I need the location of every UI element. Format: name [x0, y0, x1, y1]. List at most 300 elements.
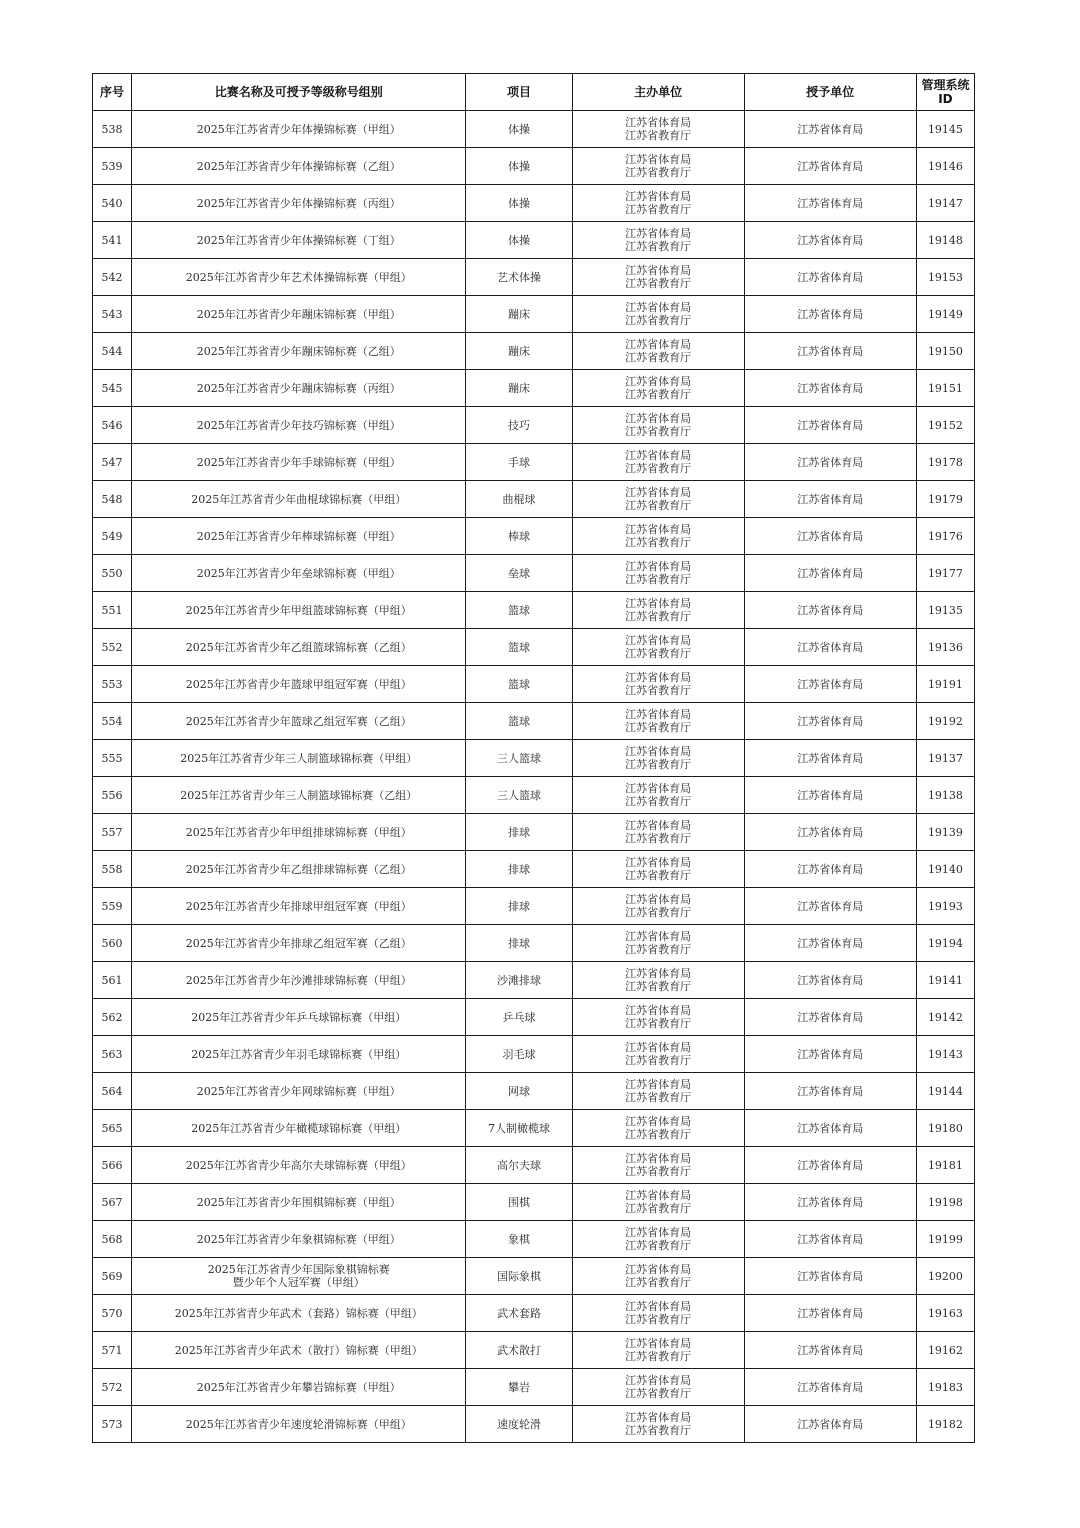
host-line: 江苏省体育局 — [625, 1411, 692, 1424]
cell-competition-name — [132, 740, 466, 777]
table-row — [93, 1184, 975, 1221]
cell-host — [572, 592, 744, 629]
table-row — [93, 888, 975, 925]
competition-name-line: 2025年江苏省青少年橄榄球锦标赛（甲组） — [191, 1121, 407, 1135]
header-id-line1: 管理系统 — [921, 78, 970, 92]
host-line: 江苏省教育厅 — [625, 277, 692, 290]
table-row — [93, 777, 975, 814]
cell-host — [572, 999, 744, 1036]
cell-no: 552 — [93, 629, 132, 666]
cell-no: 573 — [93, 1406, 132, 1443]
cell-item: 国际象棋 — [466, 1258, 572, 1295]
cell-grant: 江苏省体育局 — [744, 1332, 916, 1369]
cell-competition-name — [132, 555, 466, 592]
cell-system-id: 19137 — [916, 740, 974, 777]
host-line: 江苏省教育厅 — [625, 906, 692, 919]
cell-grant: 江苏省体育局 — [744, 185, 916, 222]
competition-name-line: 2025年江苏省青少年甲组篮球锦标赛（甲组） — [185, 603, 412, 617]
cell-no: 543 — [93, 296, 132, 333]
competition-table — [92, 73, 975, 1443]
cell-competition-name — [132, 1406, 466, 1443]
table-row — [93, 999, 975, 1036]
cell-item: 武术散打 — [466, 1332, 572, 1369]
cell-competition-name — [132, 111, 466, 148]
host-line: 江苏省体育局 — [625, 671, 692, 684]
cell-competition-name — [132, 481, 466, 518]
cell-system-id: 19177 — [916, 555, 974, 592]
host-line: 江苏省体育局 — [625, 1041, 692, 1054]
cell-system-id: 19145 — [916, 111, 974, 148]
cell-grant: 江苏省体育局 — [744, 370, 916, 407]
host-line: 江苏省体育局 — [625, 782, 692, 795]
cell-item: 沙滩排球 — [466, 962, 572, 999]
cell-system-id: 19135 — [916, 592, 974, 629]
host-line: 江苏省体育局 — [625, 264, 692, 277]
table-row — [93, 1036, 975, 1073]
cell-no: 540 — [93, 185, 132, 222]
cell-competition-name — [132, 666, 466, 703]
table-row — [93, 1147, 975, 1184]
host-line: 江苏省体育局 — [625, 153, 692, 166]
cell-grant: 江苏省体育局 — [744, 555, 916, 592]
competition-name-line: 2025年江苏省青少年网球锦标赛（甲组） — [196, 1084, 401, 1098]
header-grant: 授予单位 — [744, 74, 916, 111]
cell-no: 570 — [93, 1295, 132, 1332]
cell-grant: 江苏省体育局 — [744, 888, 916, 925]
cell-system-id: 19183 — [916, 1369, 974, 1406]
cell-competition-name — [132, 222, 466, 259]
cell-system-id: 19146 — [916, 148, 974, 185]
host-line: 江苏省体育局 — [625, 375, 692, 388]
cell-item: 篮球 — [466, 703, 572, 740]
competition-name-line: 2025年江苏省青少年体操锦标赛（乙组） — [196, 159, 401, 173]
cell-host — [572, 481, 744, 518]
cell-no: 549 — [93, 518, 132, 555]
table-row — [93, 370, 975, 407]
cell-item: 技巧 — [466, 407, 572, 444]
cell-system-id: 19140 — [916, 851, 974, 888]
cell-system-id: 19138 — [916, 777, 974, 814]
cell-system-id: 19191 — [916, 666, 974, 703]
cell-item: 羽毛球 — [466, 1036, 572, 1073]
cell-no: 567 — [93, 1184, 132, 1221]
competition-name-line: 2025年江苏省青少年曲棍球锦标赛（甲组） — [191, 492, 407, 506]
host-line: 江苏省教育厅 — [625, 499, 692, 512]
cell-competition-name — [132, 777, 466, 814]
competition-name-line: 2025年江苏省青少年三人制篮球锦标赛（甲组） — [180, 751, 418, 765]
host-line: 江苏省体育局 — [625, 190, 692, 203]
header-item: 项目 — [466, 74, 572, 111]
cell-competition-name — [132, 518, 466, 555]
cell-host — [572, 1110, 744, 1147]
host-line: 江苏省体育局 — [625, 634, 692, 647]
cell-grant: 江苏省体育局 — [744, 925, 916, 962]
cell-competition-name — [132, 333, 466, 370]
cell-no: 553 — [93, 666, 132, 703]
table-row — [93, 1369, 975, 1406]
header-name: 比赛名称及可授予等级称号组别 — [132, 74, 466, 111]
cell-grant: 江苏省体育局 — [744, 407, 916, 444]
cell-item: 围棋 — [466, 1184, 572, 1221]
cell-system-id: 19200 — [916, 1258, 974, 1295]
competition-name-line: 暨少年个人冠军赛（甲组） — [232, 1276, 365, 1289]
cell-competition-name — [132, 962, 466, 999]
cell-host — [572, 185, 744, 222]
host-line: 江苏省体育局 — [625, 1226, 692, 1239]
cell-no: 539 — [93, 148, 132, 185]
cell-host — [572, 1221, 744, 1258]
cell-item: 体操 — [466, 111, 572, 148]
competition-name-line: 2025年江苏省青少年体操锦标赛（丁组） — [196, 233, 401, 247]
table-row — [93, 962, 975, 999]
cell-grant: 江苏省体育局 — [744, 296, 916, 333]
cell-no: 566 — [93, 1147, 132, 1184]
cell-system-id: 19152 — [916, 407, 974, 444]
host-line: 江苏省体育局 — [625, 1115, 692, 1128]
host-line: 江苏省体育局 — [625, 227, 692, 240]
host-line: 江苏省体育局 — [625, 708, 692, 721]
cell-no: 559 — [93, 888, 132, 925]
cell-item: 蹦床 — [466, 296, 572, 333]
cell-item: 速度轮滑 — [466, 1406, 572, 1443]
header-host: 主办单位 — [572, 74, 744, 111]
competition-name-line: 2025年江苏省青少年排球甲组冠军赛（甲组） — [185, 899, 412, 913]
table-row — [93, 296, 975, 333]
cell-competition-name — [132, 185, 466, 222]
host-line: 江苏省教育厅 — [625, 388, 692, 401]
host-line: 江苏省体育局 — [625, 1263, 692, 1276]
cell-no: 571 — [93, 1332, 132, 1369]
cell-competition-name — [132, 629, 466, 666]
competition-name-line: 2025年江苏省青少年三人制篮球锦标赛（乙组） — [180, 788, 418, 802]
table-row — [93, 555, 975, 592]
cell-system-id: 19143 — [916, 1036, 974, 1073]
host-line: 江苏省教育厅 — [625, 684, 692, 697]
host-line: 江苏省教育厅 — [625, 832, 692, 845]
competition-name-line: 2025年江苏省青少年国际象棋锦标赛 — [207, 1263, 390, 1276]
cell-item: 篮球 — [466, 629, 572, 666]
cell-host — [572, 740, 744, 777]
cell-no: 558 — [93, 851, 132, 888]
cell-grant: 江苏省体育局 — [744, 592, 916, 629]
cell-system-id: 19162 — [916, 1332, 974, 1369]
cell-item: 三人篮球 — [466, 777, 572, 814]
cell-host — [572, 1073, 744, 1110]
host-line: 江苏省教育厅 — [625, 1017, 692, 1030]
cell-competition-name — [132, 703, 466, 740]
competition-name-line: 2025年江苏省青少年艺术体操锦标赛（甲组） — [185, 270, 412, 284]
cell-system-id: 19182 — [916, 1406, 974, 1443]
table-row — [93, 814, 975, 851]
cell-competition-name — [132, 1147, 466, 1184]
cell-host — [572, 962, 744, 999]
cell-competition-name — [132, 851, 466, 888]
cell-competition-name — [132, 444, 466, 481]
cell-no: 562 — [93, 999, 132, 1036]
host-line: 江苏省体育局 — [625, 745, 692, 758]
cell-grant: 江苏省体育局 — [744, 629, 916, 666]
table-row — [93, 1258, 975, 1295]
table-body — [93, 111, 975, 1443]
host-line: 江苏省体育局 — [625, 116, 692, 129]
table-row — [93, 1073, 975, 1110]
table-row — [93, 1406, 975, 1443]
cell-grant: 江苏省体育局 — [744, 1406, 916, 1443]
cell-host — [572, 333, 744, 370]
cell-grant: 江苏省体育局 — [744, 333, 916, 370]
cell-item: 网球 — [466, 1073, 572, 1110]
cell-grant: 江苏省体育局 — [744, 259, 916, 296]
competition-name-line: 2025年江苏省青少年技巧锦标赛（甲组） — [196, 418, 401, 432]
cell-no: 545 — [93, 370, 132, 407]
cell-host — [572, 111, 744, 148]
cell-competition-name — [132, 148, 466, 185]
table-row — [93, 592, 975, 629]
cell-system-id: 19141 — [916, 962, 974, 999]
cell-competition-name — [132, 1073, 466, 1110]
host-line: 江苏省教育厅 — [625, 795, 692, 808]
cell-competition-name — [132, 1221, 466, 1258]
cell-host — [572, 703, 744, 740]
cell-host — [572, 555, 744, 592]
cell-grant: 江苏省体育局 — [744, 814, 916, 851]
cell-grant: 江苏省体育局 — [744, 1184, 916, 1221]
host-line: 江苏省教育厅 — [625, 610, 692, 623]
host-line: 江苏省体育局 — [625, 338, 692, 351]
table-row — [93, 1295, 975, 1332]
host-line: 江苏省体育局 — [625, 523, 692, 536]
host-line: 江苏省体育局 — [625, 819, 692, 832]
cell-host — [572, 518, 744, 555]
cell-item: 棒球 — [466, 518, 572, 555]
host-line: 江苏省教育厅 — [625, 869, 692, 882]
cell-grant: 江苏省体育局 — [744, 1036, 916, 1073]
cell-competition-name — [132, 1258, 466, 1295]
cell-host — [572, 148, 744, 185]
host-line: 江苏省体育局 — [625, 967, 692, 980]
host-line: 江苏省体育局 — [625, 1189, 692, 1202]
table-row — [93, 518, 975, 555]
table-row — [93, 925, 975, 962]
cell-competition-name — [132, 888, 466, 925]
competition-name-line: 2025年江苏省青少年蹦床锦标赛（甲组） — [196, 307, 401, 321]
competition-name-line: 2025年江苏省青少年象棋锦标赛（甲组） — [196, 1232, 401, 1246]
cell-item: 武术套路 — [466, 1295, 572, 1332]
table-row — [93, 481, 975, 518]
cell-item: 7人制橄榄球 — [466, 1110, 572, 1147]
cell-system-id: 19139 — [916, 814, 974, 851]
cell-item: 体操 — [466, 185, 572, 222]
host-line: 江苏省教育厅 — [625, 425, 692, 438]
cell-item: 象棋 — [466, 1221, 572, 1258]
cell-host — [572, 666, 744, 703]
cell-host — [572, 851, 744, 888]
host-line: 江苏省教育厅 — [625, 1165, 692, 1178]
cell-grant: 江苏省体育局 — [744, 703, 916, 740]
host-line: 江苏省体育局 — [625, 449, 692, 462]
cell-system-id: 19163 — [916, 1295, 974, 1332]
cell-grant: 江苏省体育局 — [744, 740, 916, 777]
cell-competition-name — [132, 1110, 466, 1147]
cell-system-id: 19153 — [916, 259, 974, 296]
cell-item: 排球 — [466, 925, 572, 962]
cell-competition-name — [132, 1295, 466, 1332]
host-line: 江苏省教育厅 — [625, 1313, 692, 1326]
cell-grant: 江苏省体育局 — [744, 1147, 916, 1184]
cell-no: 564 — [93, 1073, 132, 1110]
table-row — [93, 740, 975, 777]
competition-name-line: 2025年江苏省青少年篮球乙组冠军赛（乙组） — [185, 714, 412, 728]
cell-item: 体操 — [466, 222, 572, 259]
cell-no: 565 — [93, 1110, 132, 1147]
cell-host — [572, 777, 744, 814]
cell-host — [572, 1369, 744, 1406]
host-line: 江苏省教育厅 — [625, 1387, 692, 1400]
competition-name-line: 2025年江苏省青少年篮球甲组冠军赛（甲组） — [185, 677, 412, 691]
competition-name-line: 2025年江苏省青少年乒乓球锦标赛（甲组） — [191, 1010, 407, 1024]
cell-host — [572, 925, 744, 962]
cell-item: 手球 — [466, 444, 572, 481]
cell-no: 557 — [93, 814, 132, 851]
host-line: 江苏省体育局 — [625, 301, 692, 314]
competition-name-line: 2025年江苏省青少年排球乙组冠军赛（乙组） — [185, 936, 412, 950]
cell-item: 体操 — [466, 148, 572, 185]
host-line: 江苏省体育局 — [625, 1337, 692, 1350]
cell-system-id: 19178 — [916, 444, 974, 481]
cell-item: 高尔夫球 — [466, 1147, 572, 1184]
cell-no: 538 — [93, 111, 132, 148]
cell-system-id: 19150 — [916, 333, 974, 370]
cell-item: 排球 — [466, 814, 572, 851]
competition-name-line: 2025年江苏省青少年乙组排球锦标赛（乙组） — [185, 862, 412, 876]
cell-host — [572, 1406, 744, 1443]
cell-grant: 江苏省体育局 — [744, 666, 916, 703]
competition-name-line: 2025年江苏省青少年蹦床锦标赛（丙组） — [196, 381, 401, 395]
cell-competition-name — [132, 370, 466, 407]
table-row — [93, 1110, 975, 1147]
cell-item: 三人篮球 — [466, 740, 572, 777]
cell-item: 篮球 — [466, 592, 572, 629]
cell-no: 556 — [93, 777, 132, 814]
cell-competition-name — [132, 1332, 466, 1369]
competition-name-line: 2025年江苏省青少年垒球锦标赛（甲组） — [196, 566, 401, 580]
host-line: 江苏省体育局 — [625, 412, 692, 425]
host-line: 江苏省教育厅 — [625, 1091, 692, 1104]
host-line: 江苏省体育局 — [625, 1004, 692, 1017]
cell-host — [572, 1295, 744, 1332]
cell-no: 572 — [93, 1369, 132, 1406]
cell-item: 曲棍球 — [466, 481, 572, 518]
host-line: 江苏省教育厅 — [625, 647, 692, 660]
cell-system-id: 19192 — [916, 703, 974, 740]
table-row — [93, 407, 975, 444]
cell-no: 563 — [93, 1036, 132, 1073]
cell-host — [572, 1258, 744, 1295]
host-line: 江苏省教育厅 — [625, 1350, 692, 1363]
cell-item: 艺术体操 — [466, 259, 572, 296]
cell-grant: 江苏省体育局 — [744, 851, 916, 888]
cell-system-id: 19194 — [916, 925, 974, 962]
cell-grant: 江苏省体育局 — [744, 1110, 916, 1147]
cell-item: 乒乓球 — [466, 999, 572, 1036]
cell-system-id: 19198 — [916, 1184, 974, 1221]
cell-item: 蹦床 — [466, 370, 572, 407]
table-row — [93, 333, 975, 370]
cell-no: 542 — [93, 259, 132, 296]
table-row — [93, 851, 975, 888]
cell-grant: 江苏省体育局 — [744, 777, 916, 814]
cell-no: 554 — [93, 703, 132, 740]
cell-grant: 江苏省体育局 — [744, 1295, 916, 1332]
host-line: 江苏省教育厅 — [625, 166, 692, 179]
table-row — [93, 1221, 975, 1258]
host-line: 江苏省体育局 — [625, 1152, 692, 1165]
host-line: 江苏省教育厅 — [625, 351, 692, 364]
cell-system-id: 19181 — [916, 1147, 974, 1184]
table-row — [93, 111, 975, 148]
cell-host — [572, 1147, 744, 1184]
cell-no: 547 — [93, 444, 132, 481]
cell-grant: 江苏省体育局 — [744, 1369, 916, 1406]
cell-grant: 江苏省体育局 — [744, 999, 916, 1036]
header-no: 序号 — [93, 74, 132, 111]
competition-name-line: 2025年江苏省青少年体操锦标赛（丙组） — [196, 196, 401, 210]
cell-system-id: 19149 — [916, 296, 974, 333]
cell-competition-name — [132, 1036, 466, 1073]
competition-name-line: 2025年江苏省青少年攀岩锦标赛（甲组） — [196, 1380, 401, 1394]
cell-host — [572, 1036, 744, 1073]
cell-system-id: 19193 — [916, 888, 974, 925]
cell-host — [572, 629, 744, 666]
cell-grant: 江苏省体育局 — [744, 962, 916, 999]
cell-host — [572, 444, 744, 481]
competition-name-line: 2025年江苏省青少年速度轮滑锦标赛（甲组） — [185, 1417, 412, 1431]
host-line: 江苏省体育局 — [625, 560, 692, 573]
cell-system-id: 19180 — [916, 1110, 974, 1147]
cell-competition-name — [132, 814, 466, 851]
table-row — [93, 259, 975, 296]
host-line: 江苏省教育厅 — [625, 758, 692, 771]
competition-name-line: 2025年江苏省青少年蹦床锦标赛（乙组） — [196, 344, 401, 358]
table-row — [93, 185, 975, 222]
host-line: 江苏省教育厅 — [625, 573, 692, 586]
competition-name-line: 2025年江苏省青少年武术（散打）锦标赛（甲组） — [174, 1343, 423, 1357]
cell-grant: 江苏省体育局 — [744, 518, 916, 555]
cell-host — [572, 814, 744, 851]
host-line: 江苏省教育厅 — [625, 1424, 692, 1437]
host-line: 江苏省体育局 — [625, 1078, 692, 1091]
table-row — [93, 629, 975, 666]
host-line: 江苏省体育局 — [625, 597, 692, 610]
cell-system-id: 19176 — [916, 518, 974, 555]
host-line: 江苏省教育厅 — [625, 314, 692, 327]
cell-competition-name — [132, 592, 466, 629]
host-line: 江苏省体育局 — [625, 856, 692, 869]
host-line: 江苏省教育厅 — [625, 1239, 692, 1252]
header-id — [916, 74, 974, 111]
cell-no: 548 — [93, 481, 132, 518]
table-row — [93, 666, 975, 703]
host-line: 江苏省教育厅 — [625, 1054, 692, 1067]
competition-name-line: 2025年江苏省青少年沙滩排球锦标赛（甲组） — [185, 973, 412, 987]
cell-grant: 江苏省体育局 — [744, 1073, 916, 1110]
competition-name-line: 2025年江苏省青少年高尔夫球锦标赛（甲组） — [185, 1158, 412, 1172]
host-line: 江苏省教育厅 — [625, 1128, 692, 1141]
host-line: 江苏省体育局 — [625, 1374, 692, 1387]
cell-no: 560 — [93, 925, 132, 962]
cell-competition-name — [132, 407, 466, 444]
host-line: 江苏省体育局 — [625, 930, 692, 943]
